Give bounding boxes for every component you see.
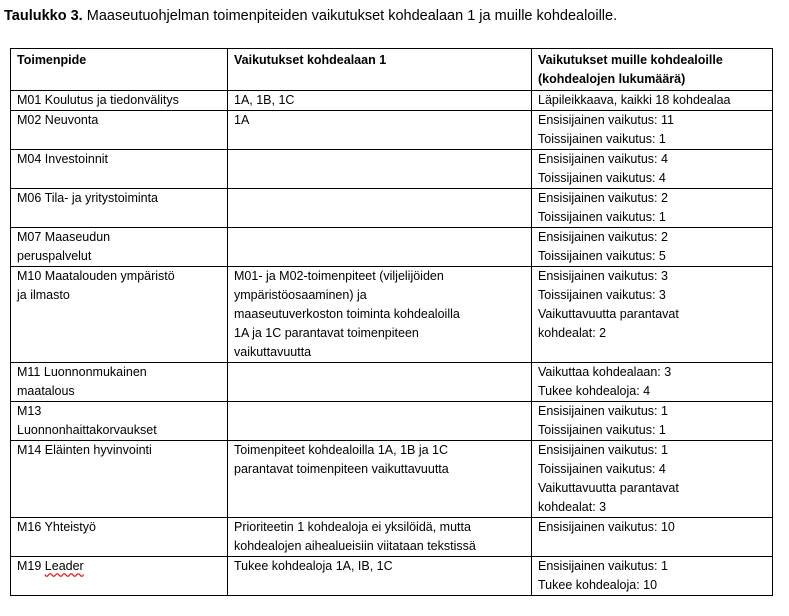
table-row: [11, 228, 773, 267]
cell-line: Toissijainen vaikutus: 1: [538, 132, 666, 146]
measure-cell: [11, 557, 228, 596]
cell-line: 1A ja 1C parantavat toimenpiteen: [234, 326, 419, 340]
cell-line: M07 Maaseudun: [17, 230, 111, 244]
cell-line: M06 Tila- ja yritystoiminta: [17, 191, 159, 205]
effects-focus1-cell: [228, 363, 532, 402]
effects-other-cell: [532, 150, 773, 189]
table-row: [11, 441, 773, 518]
cell-line: Ensisijainen vaikutus: 2: [538, 230, 668, 244]
spellcheck-underline: Leader: [44, 559, 84, 573]
cell-line: M01 Koulutus ja tiedonvälitys: [17, 93, 179, 107]
effects-other-cell: [532, 441, 773, 518]
cell-line: Ensisijainen vaikutus: 1: [538, 559, 668, 573]
cell-line: M19 Leader: [17, 559, 84, 573]
cell-line: kohdealat: 3: [538, 500, 607, 514]
cell-line: maaseutuverkoston toiminta kohdealoilla: [234, 307, 460, 321]
table-row: [11, 91, 773, 111]
effects-focus1-cell: [228, 150, 532, 189]
cell-line: Ensisijainen vaikutus: 4: [538, 152, 668, 166]
table-row: [11, 150, 773, 189]
cell-line: Toissijainen vaikutus: 1: [538, 423, 666, 437]
cell-line: 1A: [234, 113, 250, 127]
effects-other-cell: [532, 267, 773, 363]
measure-cell: [11, 228, 228, 267]
measures-table: [10, 48, 773, 596]
effects-other-cell: [532, 228, 773, 267]
cell-line: Tukee kohdealoja 1A, IB, 1C: [234, 559, 393, 573]
cell-line: Toimenpiteet kohdealoilla 1A, 1B ja 1C: [234, 443, 449, 457]
cell-line: Ensisijainen vaikutus: 1: [538, 443, 668, 457]
effects-focus1-cell: [228, 267, 532, 363]
cell-line: Luonnonhaittakorvaukset: [17, 423, 157, 437]
cell-line: ympäristöosaaminen) ja: [234, 288, 367, 302]
caption-label: Taulukko 3.: [4, 8, 83, 24]
cell-line: Läpileikkaava, kaikki 18 kohdealaa: [538, 93, 731, 107]
header-measure: Toimenpide: [11, 49, 228, 91]
measure-cell: [11, 402, 228, 441]
table-row: [11, 557, 773, 596]
measure-cell: [11, 441, 228, 518]
cell-line: Toissijainen vaikutus: 3: [538, 288, 666, 302]
effects-focus1-cell: [228, 189, 532, 228]
cell-line: Ensisijainen vaikutus: 1: [538, 404, 668, 418]
effects-focus1-cell: [228, 557, 532, 596]
cell-line: Vaikuttavuutta parantavat: [538, 481, 679, 495]
effects-other-cell: [532, 518, 773, 557]
cell-line: kohdealojen aihealueisiin viitataan tekstissä: [234, 539, 476, 553]
effects-focus1-cell: [228, 441, 532, 518]
effects-other-cell: [532, 91, 773, 111]
effects-focus1-cell: [228, 111, 532, 150]
measure-cell: [11, 189, 228, 228]
table-caption: [4, 6, 617, 26]
caption-text: Maaseutuohjelman toimenpiteiden vaikutukset kohdealaan 1 ja muille kohdealoille.: [86, 8, 618, 24]
cell-line: kohdealat: 2: [538, 326, 607, 340]
table-row: [11, 189, 773, 228]
effects-other-cell: [532, 363, 773, 402]
header-row: [11, 49, 773, 91]
cell-line: Ensisijainen vaikutus: 3: [538, 269, 668, 283]
table-row: [11, 363, 773, 402]
table-row: [11, 267, 773, 363]
header-effects-other: Vaikutukset muille kohdealoille (kohdealojen lukumäärä): [532, 49, 773, 91]
cell-line: M14 Eläinten hyvinvointi: [17, 443, 152, 457]
measure-cell: [11, 150, 228, 189]
table-row: [11, 518, 773, 557]
cell-line: Ensisijainen vaikutus: 2: [538, 191, 668, 205]
cell-line: vaikuttavuutta: [234, 345, 312, 359]
measure-cell: [11, 91, 228, 111]
cell-line: M11 Luonnonmukainen: [17, 365, 147, 379]
effects-other-cell: [532, 189, 773, 228]
cell-line: Tukee kohdealoja: 10: [538, 578, 658, 592]
effects-other-cell: [532, 111, 773, 150]
cell-line: Prioriteetin 1 kohdealoja ei yksilöidä, mutta: [234, 520, 471, 534]
cell-line: M01- ja M02-toimenpiteet (viljelijöiden: [234, 269, 444, 283]
measure-cell: [11, 267, 228, 363]
effects-other-cell: [532, 402, 773, 441]
cell-line: Ensisijainen vaikutus: 10: [538, 520, 675, 534]
measure-cell: [11, 363, 228, 402]
effects-focus1-cell: [228, 228, 532, 267]
cell-line: M16 Yhteistyö: [17, 520, 96, 534]
cell-line: peruspalvelut: [17, 249, 92, 263]
cell-line: Tukee kohdealoja: 4: [538, 384, 651, 398]
cell-line: Toissijainen vaikutus: 4: [538, 171, 666, 185]
effects-focus1-cell: [228, 402, 532, 441]
measure-cell: [11, 111, 228, 150]
effects-other-cell: [532, 557, 773, 596]
cell-line: Toissijainen vaikutus: 1: [538, 210, 666, 224]
cell-line: M02 Neuvonta: [17, 113, 99, 127]
effects-focus1-cell: [228, 518, 532, 557]
measure-cell: [11, 518, 228, 557]
header-effects-focus1: Vaikutukset kohdealaan 1: [228, 49, 532, 91]
cell-line: Vaikuttavuutta parantavat: [538, 307, 679, 321]
cell-line: parantavat toimenpiteen vaikuttavuutta: [234, 462, 449, 476]
cell-line: M04 Investoinnit: [17, 152, 109, 166]
cell-line: Toissijainen vaikutus: 4: [538, 462, 666, 476]
cell-line: Toissijainen vaikutus: 5: [538, 249, 666, 263]
cell-line: Ensisijainen vaikutus: 11: [538, 113, 674, 127]
table-row: [11, 402, 773, 441]
effects-focus1-cell: [228, 91, 532, 111]
table-row: [11, 111, 773, 150]
cell-line: M10 Maatalouden ympäristö: [17, 269, 175, 283]
cell-line: ja ilmasto: [17, 288, 70, 302]
cell-line: Vaikuttaa kohdealaan: 3: [538, 365, 672, 379]
cell-line: M13: [17, 404, 42, 418]
cell-line: maatalous: [17, 384, 75, 398]
cell-line: 1A, 1B, 1C: [234, 93, 295, 107]
